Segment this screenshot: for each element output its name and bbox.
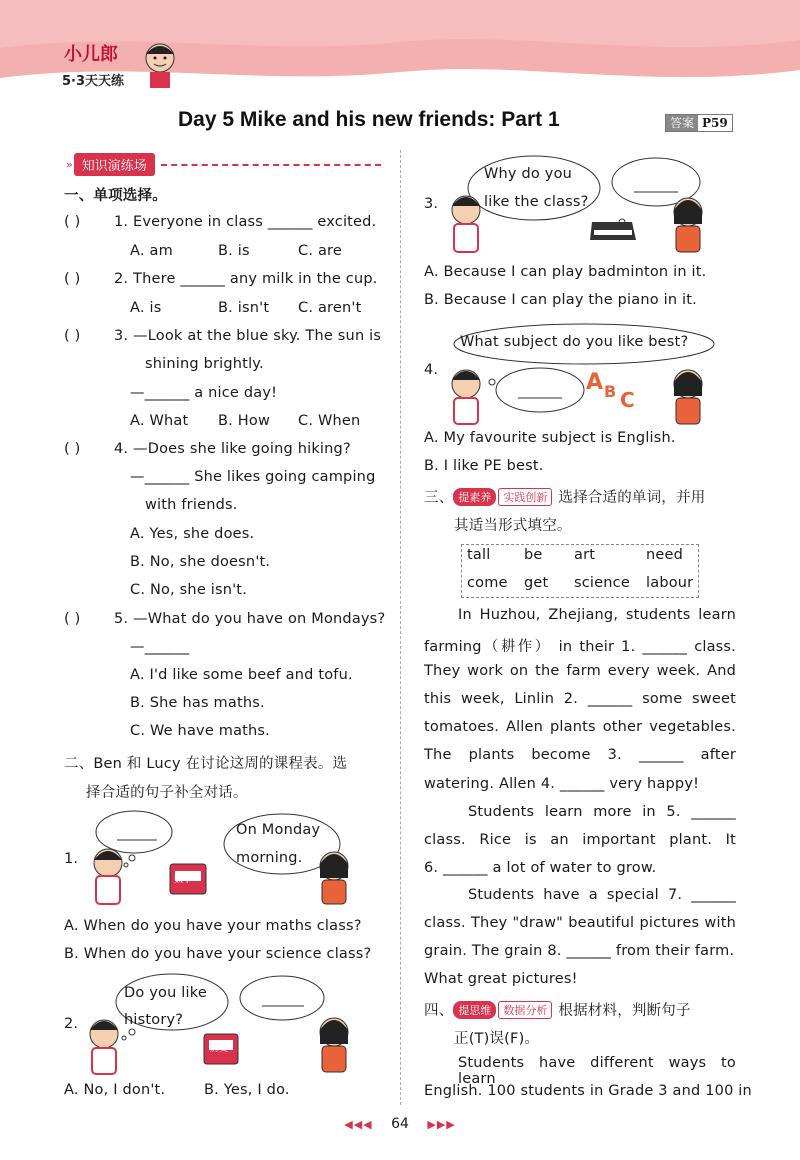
- dialogue1-option-b: B. When do you have your science class?: [64, 946, 372, 962]
- passage-line: They work on the farm every week. And: [424, 663, 736, 679]
- part3-pill-practice: 实践创新: [498, 488, 552, 506]
- dialogue2-option-a: A. No, I don't.: [64, 1082, 166, 1098]
- dialogue3-option-b: B. Because I can play the piano in it.: [424, 292, 697, 308]
- q1-option-a: A. am: [130, 243, 173, 259]
- q2-paren: ( ): [64, 271, 81, 287]
- q3-option-b: B. How: [218, 413, 270, 429]
- section-rule: [161, 164, 381, 166]
- q5-stem: 5. —What do you have on Mondays?: [114, 611, 386, 627]
- answer-page: P59: [702, 116, 728, 130]
- q2-option-c: C. aren't: [298, 300, 362, 316]
- part1-heading: 一、单项选择。: [64, 188, 167, 204]
- word-labour: labour: [646, 575, 694, 591]
- passage-line: watering. Allen 4. ______ very happy!: [424, 776, 700, 792]
- q4-reply: —______ She likes going camping: [130, 469, 376, 485]
- dialogue4-letter-a: A: [586, 370, 604, 395]
- q4-option-c: C. No, she isn't.: [130, 582, 248, 598]
- section-label: 知识演练场: [74, 153, 155, 176]
- dialogue3-option-a: A. Because I can play badminton in it.: [424, 264, 707, 280]
- dialogue3-number: 3.: [424, 196, 439, 212]
- passage-line: What great pictures!: [424, 971, 578, 987]
- dialogue2-bubble-line1: Do you like: [124, 985, 207, 1001]
- q4-paren: ( ): [64, 441, 81, 457]
- q5-option-c: C. We have maths.: [130, 723, 270, 739]
- q1-option-c: C. are: [298, 243, 342, 259]
- word-tall: tall: [467, 547, 491, 563]
- word-art: art: [574, 547, 596, 563]
- part2-heading-cont: 择合适的句子补全对话。: [86, 785, 248, 801]
- passage-line: this week, Linlin 2. ______ some sweet: [424, 691, 736, 707]
- dialogue2-bubble-line2: history?: [124, 1012, 184, 1028]
- passage-line: In Huzhou, Zhejiang, students learn: [458, 607, 736, 623]
- q5-reply: —______: [130, 639, 190, 655]
- q5-option-a: A. I'd like some beef and tofu.: [130, 667, 353, 683]
- dialogue1-book-label: 数学: [174, 875, 193, 885]
- passage-line: farming（耕作） in their 1. ______ class.: [424, 639, 736, 655]
- double-chevron-icon: »: [66, 158, 74, 171]
- q4-reply-cont: with friends.: [145, 497, 238, 513]
- passage-line: Students have a special 7. ______: [468, 887, 736, 903]
- part4-pill-thinking: 提思维: [453, 1001, 496, 1019]
- dialogue2-option-b: B. Yes, I do.: [204, 1082, 290, 1098]
- q2-option-b: B. isn't: [218, 300, 270, 316]
- left-arrows-icon: ◀◀◀: [344, 1118, 373, 1131]
- part3-number: 三、: [424, 490, 454, 506]
- dialogue3-bubble-line1: Why do you: [484, 166, 573, 182]
- section-header: [66, 153, 381, 176]
- dialogue1-number: 1.: [64, 851, 79, 867]
- q1-option-b: B. is: [218, 243, 250, 259]
- dialogue4-option-b: B. I like PE best.: [424, 458, 544, 474]
- part4-heading-cont: 正(T)误(F)。: [454, 1031, 540, 1047]
- dialogue4-letter-c: C: [620, 388, 635, 412]
- passage-line: class. They "draw" beautiful pictures with: [424, 915, 736, 931]
- dialogue1-option-a: A. When do you have your maths class?: [64, 918, 362, 934]
- part4-passage-line: Students have different ways to learn: [458, 1055, 736, 1087]
- passage-line: The plants become 3. ______ after: [424, 747, 736, 763]
- q3-paren: ( ): [64, 328, 81, 344]
- q3-option-c: C. When: [298, 413, 361, 429]
- dialogue4-number: 4.: [424, 362, 439, 378]
- dialogue1-bubble-line1: On Monday: [236, 822, 321, 838]
- part4-pill-data: 数据分析: [498, 1001, 552, 1019]
- dialogue1-bubble-line2: morning.: [236, 850, 303, 866]
- word-come: come: [467, 575, 508, 591]
- part4-heading: [424, 999, 691, 1020]
- part3-heading: [424, 486, 705, 507]
- q3-reply: —______ a nice day!: [130, 385, 278, 401]
- word-get: get: [524, 575, 549, 591]
- word-be: be: [524, 547, 543, 563]
- q3-stem: 3. —Look at the blue sky. The sun is: [114, 328, 382, 344]
- part4-heading-text: 根据材料，判断句子: [558, 1003, 691, 1019]
- answer-label: 答案: [666, 115, 698, 131]
- right-arrows-icon: ▶▶▶: [427, 1118, 456, 1131]
- dialogue2-illustration: [62, 972, 362, 1078]
- brand-logo: 小儿郎: [64, 44, 118, 65]
- dialogue4-letter-b: B: [604, 382, 617, 401]
- passage-line: class. Rice is an important plant. It: [424, 832, 736, 848]
- passage-line: 6. ______ a lot of water to grow.: [424, 860, 657, 876]
- part2-heading: 二、Ben 和 Lucy 在讨论这周的课程表。选: [64, 756, 348, 772]
- mascot-icon: [140, 40, 180, 90]
- passage-line: grain. The grain 8. ______ from their farm.: [424, 943, 735, 959]
- page-title: Day 5 Mike and his new friends: Part 1: [178, 108, 560, 131]
- dialogue4-option-a: A. My favourite subject is English.: [424, 430, 676, 446]
- dialogue4-bubble: What subject do you like best?: [460, 334, 689, 350]
- q2-option-a: A. is: [130, 300, 162, 316]
- page-footer: [0, 1116, 800, 1132]
- page-number: 64: [391, 1116, 409, 1132]
- answer-reference: [665, 114, 733, 132]
- part3-heading-cont: 其适当形式填空。: [454, 518, 572, 534]
- word-need: need: [646, 547, 684, 563]
- q5-option-b: B. She has maths.: [130, 695, 265, 711]
- q3-option-a: A. What: [130, 413, 189, 429]
- q1-paren: ( ): [64, 214, 81, 230]
- brand-subtitle: 5·3天天练: [62, 74, 125, 89]
- word-science: science: [574, 575, 630, 591]
- q4-option-b: B. No, she doesn't.: [130, 554, 271, 570]
- q3-stem-cont: shining brightly.: [145, 356, 264, 372]
- passage-line: Students learn more in 5. ______: [468, 804, 736, 820]
- q5-paren: ( ): [64, 611, 81, 627]
- dialogue2-number: 2.: [64, 1016, 79, 1032]
- q4-option-a: A. Yes, she does.: [130, 526, 255, 542]
- part4-number: 四、: [424, 1003, 454, 1019]
- q1-stem: 1. Everyone in class ______ excited.: [114, 214, 377, 230]
- column-divider: [400, 150, 401, 1105]
- q4-stem: 4. —Does she like going hiking?: [114, 441, 351, 457]
- part3-pill-literacy: 提素养: [453, 488, 496, 506]
- passage-line: tomatoes. Allen plants other vegetables.: [424, 719, 736, 735]
- q2-stem: 2. There ______ any milk in the cup.: [114, 271, 378, 287]
- dialogue2-book-label: 历史: [210, 1044, 229, 1054]
- dialogue3-bubble-line2: like the class?: [484, 194, 589, 210]
- part3-heading-text: 选择合适的单词，并用: [558, 490, 706, 506]
- part4-passage-line: English. 100 students in Grade 3 and 100 in: [424, 1083, 752, 1099]
